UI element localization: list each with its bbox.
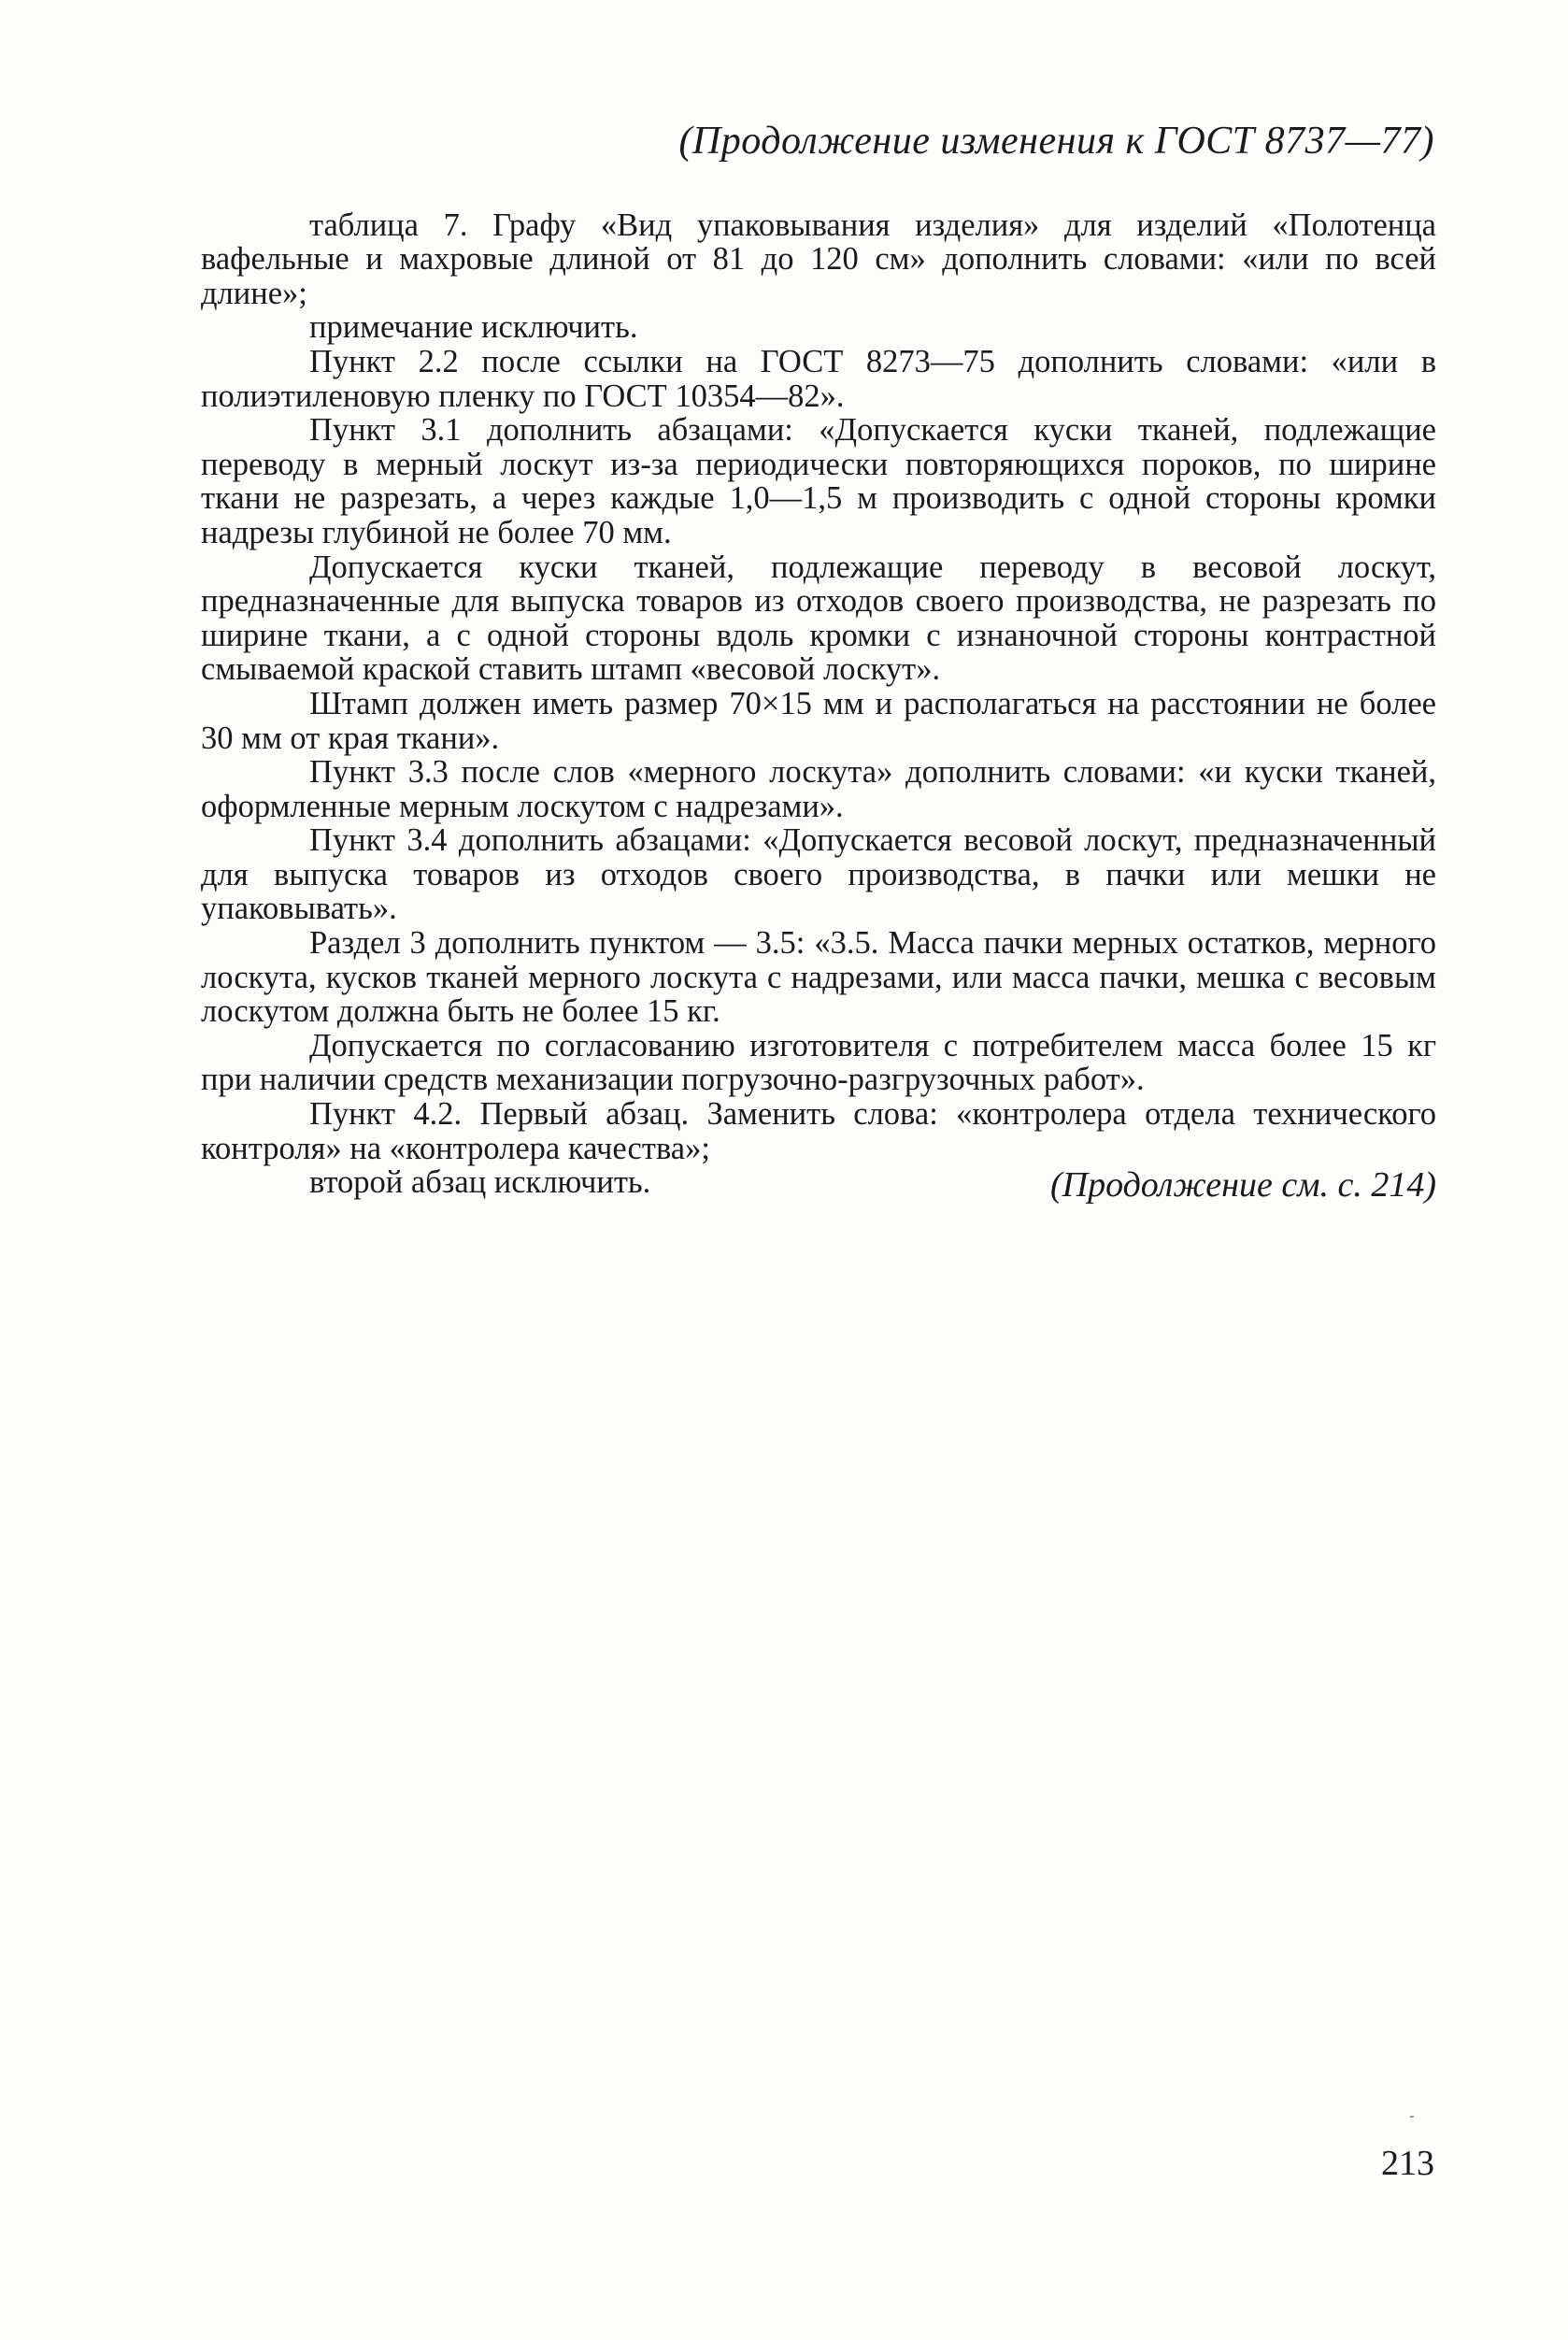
page-number: 213 <box>1381 2144 1434 2183</box>
paragraph-12-text: второй абзац исключить. <box>309 1164 651 1201</box>
paragraph-1-text: таблица 7. Графу «Вид упаковывания изделия» для изделий «Полотенца вафельные и махровые длиной от 81 до 120 см» дополнить словами: «или по всей длине»; <box>201 207 1436 311</box>
continuation-note: (Продолжение см. с. 214) <box>1049 1165 1436 1205</box>
paragraph-4 <box>201 413 1436 549</box>
paragraph-9-text: Раздел 3 дополнить пунктом — 3.5: «3.5. Масса пачки мерных остатков, мерного лоскута, кусков тканей мерного лоскута с надрезами, или масса пачки, мешка с весовым лоскутом должна быть не более 15 кг. <box>201 925 1436 1030</box>
paragraph-8-text: Пункт 3.4 дополнить абзацами: «Допускается весовой лоскут, предназначенный для выпуска товаров из отходов своего производства, в пачки или мешки не упаковывать». <box>201 822 1436 927</box>
paragraph-3-text: Пункт 2.2 после ссылки на ГОСТ 8273—75 дополнить словами: «или в полиэтиленовую пленку по ГОСТ 10354—82». <box>201 343 1436 414</box>
running-header: (Продолжение изменения к ГОСТ 8737—77) <box>678 120 1434 163</box>
paragraph-1 <box>201 174 1436 310</box>
paragraph-10 <box>201 1029 1436 1097</box>
paragraph-11 <box>201 1097 1436 1165</box>
amendment-text <box>201 174 1436 1200</box>
paragraph-2 <box>201 310 1436 345</box>
paragraph-6 <box>201 687 1436 755</box>
paragraph-5-text: Допускается куски тканей, подлежащие переводу в весовой лоскут, предназначенные для выпуска товаров из отходов своего производства, не разрезать по ширине ткани, а с одной стороны вдоль кромки с изнаночной стороны контрастной смываемой краской ставить штамп «весовой лоскут». <box>201 549 1436 688</box>
paragraph-2-text: примечание исключить. <box>309 309 638 346</box>
paragraph-3 <box>201 345 1436 413</box>
paragraph-4-text: Пункт 3.1 дополнить абзацами: «Допускается куски тканей, подлежащие переводу в мерный лоскут из-за периодически повторяющихся пороков, по ширине ткани не разрезать, а через каждые 1,0—1,5 м производить с одной стороны кромки надрезы глубиной не более 70 мм. <box>201 412 1436 550</box>
paragraph-7-text: Пункт 3.3 после слов «мерного лоскута» дополнить словами: «и куски тканей, оформленные мерным лоскутом с надрезами». <box>201 754 1436 824</box>
scan-speck <box>1410 2116 1414 2118</box>
paragraph-8 <box>201 823 1436 926</box>
paragraph-11-text: Пункт 4.2. Первый абзац. Заменить слова: «контролера отдела технического контроля» на «контролера качества»; <box>201 1096 1436 1166</box>
paragraph-9 <box>201 926 1436 1029</box>
paragraph-6-text: Штамп должен иметь размер 70×15 мм и располагаться на расстоянии не более 30 мм от края ткани». <box>201 685 1436 756</box>
paragraph-10-text: Допускается по согласованию изготовителя с потребителем масса более 15 кг при наличии средств механизации погрузочно-разгрузочных работ». <box>201 1027 1436 1098</box>
paragraph-7 <box>201 755 1436 823</box>
paragraph-5 <box>201 550 1436 687</box>
